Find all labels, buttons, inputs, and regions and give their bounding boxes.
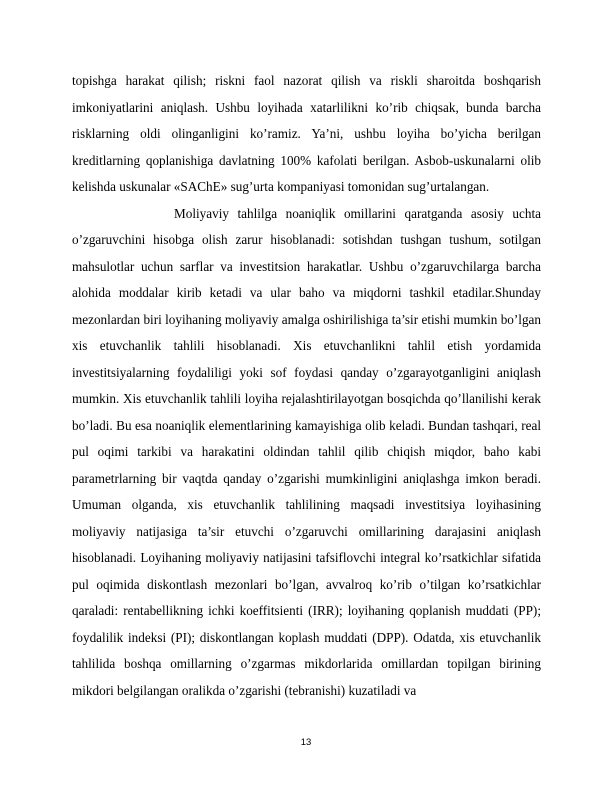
paragraph-risk: topishga harakat qilish; riskni faol nazorat qilish va riskli sharoitda boshqarish imkoniyatlarini aniqlash. Ushbu loyihada xatarlilikni ko’rib chiqsak, bunda barcha risklarning oldi olinganligini ko’ramiz. Ya’ni, ushbu loyiha bo’yicha berilgan kreditlarning qoplanishiga davlatning 100% kafolati berilgan. Asbob-uskunalarni olib kelishda uskunalar «SAChE» sug’urta kompaniyasi tomonidan sug’urtalangan. bbox=[72, 73, 541, 194]
paragraph-sensitivity-analysis: Moliyaviy tahlilga noaniqlik omillarini qaratganda asosiy uchta o’zgaruvchini hisobga olish zarur hisoblanadi: sotishdan tushgan tushum, sotilgan mahsulotlar uchun sarflar va investitsion harakatlar. Ushbu o’zgaruvchilarga barcha alohida moddalar kirib ketadi va ular baho va miqdorni tashkil etadilar.Shunday mezonlardan biri loyihaning moliyaviy amalga oshirilishiga ta’sir etishi mumkin bo’lgan xis etuvchanlik tahlili hisoblanadi. Xis etuvchanlikni tahlil etish yordamida investitsiyalarning foydaliligi yoki sof foydasi qanday o’zgarayotganligini aniqlash mumkin. Xis etuvchanlik tahlili loyiha rejalashtirilayotgan bosqichda qo’llanilishi kerak bo’ladi. Bu esa noaniqlik elementlarining kamayishiga olib keladi. Bundan tashqari, real pul oqimi tarkibi va harakatini oldindan tahlil qilib chiqish miqdor, baho kabi parametrlarning bir vaqtda qanday o’zgarishi mumkinligini aniqlashga imkon beradi. Umuman olganda, xis etuvchanlik tahlilining maqsadi investitsiya loyihasining moliyaviy natijasiga ta’sir etuvchi o’zgaruvchi omillarining darajasini aniqlash hisoblanadi. Loyihaning moliyaviy natijasini tafsiflovchi integral ko’rsatkichlar sifatida pul oqimida diskontlash mezonlari bo’lgan, avvalroq ko’rib o’tilgan ko’rsatkichlar qaraladi: rentabellikning ichki koeffitsienti (IRR); loyihaning qoplanish muddati (PP); foydalilik indeksi (PI); diskontlangan koplash muddati (DPP). Odatda, xis etuvchanlik tahlilida boshqa omillarning o’zgarmas mikdorlarida omillardan topilgan birining mikdori belgilangan oralikda o’zgarishi (tebranishi) kuzatiladi va bbox=[72, 205, 541, 698]
document-body bbox=[72, 68, 541, 704]
page-number: 13 bbox=[300, 737, 312, 748]
